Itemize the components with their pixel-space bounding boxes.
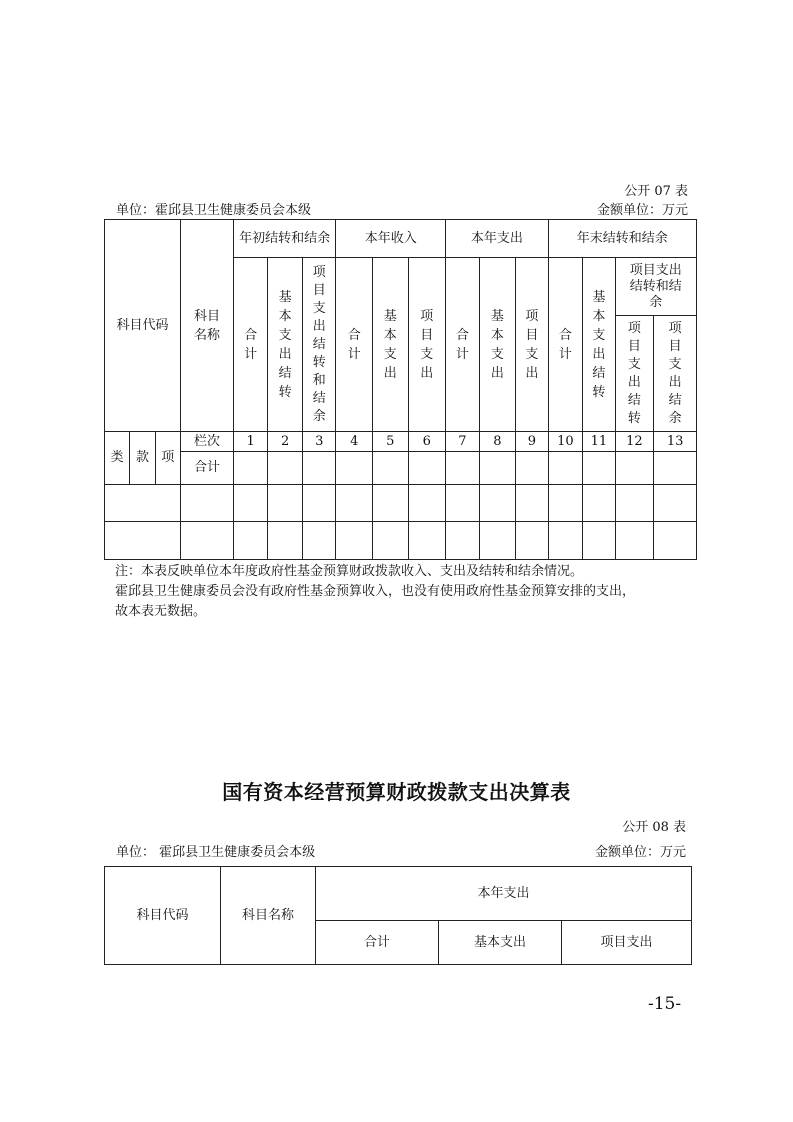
cell [373,452,409,485]
cell [373,485,409,522]
table07 [104,219,697,560]
cell [615,452,654,485]
t08-header-basic: 基本支出 [439,921,562,965]
t08-header-subject-name: 科目名称 [221,867,316,965]
cell [105,522,181,560]
cell [516,452,548,485]
cell [302,522,336,560]
header-income: 本年收入 [336,220,446,258]
row-label-total: 合计 [181,452,234,485]
cell [583,522,615,560]
note-line-1: 注：本表反映单位本年度政府性基金预算财政拨款收入、支出及结转和结余情况。 [115,564,584,579]
cell [105,485,181,522]
header-expense-total: 合计 [446,258,480,432]
header-income-total: 合计 [336,258,373,432]
cell [548,522,583,560]
cell [336,485,373,522]
cell [479,522,516,560]
col-number: 4 [336,432,373,452]
cell [181,485,234,522]
cell [516,522,548,560]
cell [408,452,446,485]
col-number: 2 [268,432,303,452]
header-end-project-carry: 项目支出结转 [615,316,654,432]
header-begin-basic-carry: 基本支出结转 [268,258,303,432]
header-end-project-group: 项目支出结转和结余 [615,258,696,316]
cell [336,522,373,560]
table08-amount-unit: 金额单位：万元 [594,845,686,860]
col-number: 3 [302,432,336,452]
cell [268,485,303,522]
cell [479,452,516,485]
col-number: 6 [408,432,446,452]
table08-unit: 单位： 霍邱县卫生健康委员会本级 [116,845,316,860]
col-number: 5 [373,432,409,452]
col-number: 1 [233,432,268,452]
header-end-basic-carry: 基本支出结转 [583,258,615,432]
header-expense-basic: 基本支出 [479,258,516,432]
cell [548,452,583,485]
cell [583,485,615,522]
header-end-total: 合计 [548,258,583,432]
row-label-kuan: 款 [130,432,155,485]
cell [548,485,583,522]
cell [302,452,336,485]
cell [654,452,697,485]
col-number: 10 [548,432,583,452]
row-label-lei: 类 [105,432,130,485]
header-subject-name: 科目名称 [181,220,234,432]
cell [583,452,615,485]
table08 [104,866,692,965]
cell [408,522,446,560]
col-number: 8 [479,432,516,452]
cell [268,522,303,560]
cell [615,522,654,560]
cell [408,485,446,522]
note-line-3: 故本表无数据。 [115,604,207,619]
cell [302,485,336,522]
cell [479,485,516,522]
cell [654,485,697,522]
t08-header-total: 合计 [316,921,439,965]
col-number: 7 [446,432,480,452]
cell [654,522,697,560]
col-number: 11 [583,432,615,452]
cell [268,452,303,485]
table-row [105,522,697,560]
t08-header-project: 项目支出 [562,921,692,965]
header-end-balance: 年末结转和结余 [548,220,696,258]
t08-header-subject-code: 科目代码 [105,867,221,965]
table07-code: 公开 07 表 [624,184,688,199]
table07-unit: 单位：霍邱县卫生健康委员会本级 [116,203,312,218]
header-expense-project: 项目支出 [516,258,548,432]
cell [446,452,480,485]
col-number: 9 [516,432,548,452]
header-income-basic: 基本支出 [373,258,409,432]
header-income-project: 项目支出 [408,258,446,432]
cell [336,452,373,485]
cell [615,485,654,522]
cell [446,485,480,522]
header-begin-total: 合计 [233,258,268,432]
header-subject-code: 科目代码 [105,220,181,432]
table-row [105,485,697,522]
table08-code: 公开 08 表 [622,820,686,835]
note-line-2: 霍邱县卫生健康委员会没有政府性基金预算收入，也没有使用政府性基金预算安排的支出， [115,584,636,599]
cell [233,452,268,485]
row-label-xiang: 项 [155,432,180,485]
cell [233,485,268,522]
t08-header-expense: 本年支出 [316,867,692,921]
header-end-project-balance: 项目支出结余 [654,316,697,432]
cell [181,522,234,560]
table08-title: 国有资本经营预算财政拨款支出决算表 [222,780,571,804]
header-begin-balance: 年初结转和结余 [233,220,336,258]
cell [373,522,409,560]
cell [446,522,480,560]
table07-amount-unit: 金额单位：万元 [596,203,688,218]
cell [233,522,268,560]
header-begin-project-carry-balance: 项目支出结转和结余 [302,258,336,432]
col-number: 12 [615,432,654,452]
col-number: 13 [654,432,697,452]
row-label-lanci: 栏次 [181,432,234,452]
cell [516,485,548,522]
page-number: -15- [648,994,682,1014]
header-expense: 本年支出 [446,220,549,258]
